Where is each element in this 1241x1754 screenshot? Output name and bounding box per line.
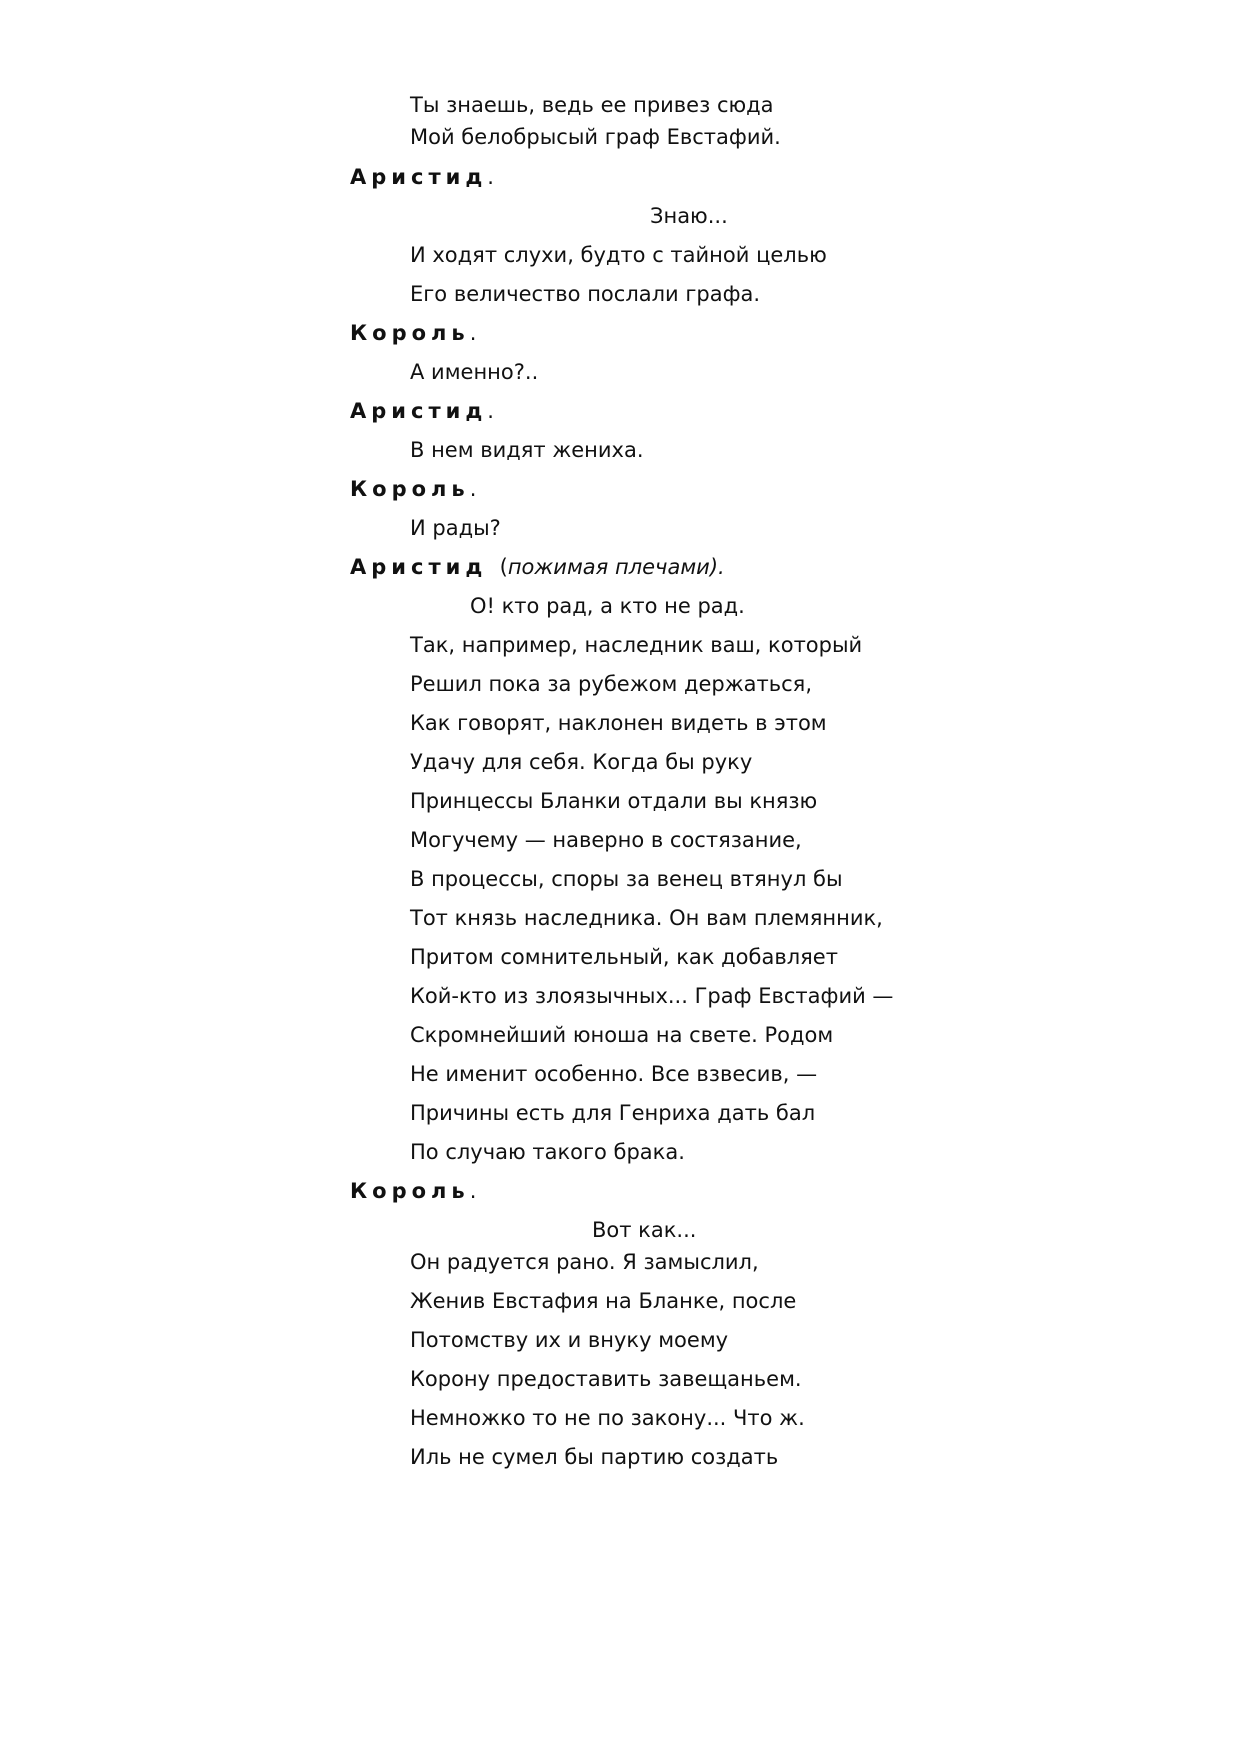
speaker-name <box>350 163 494 191</box>
speaker-label: Аристид <box>350 399 488 423</box>
speaker-punctuation: . <box>469 477 477 501</box>
speaker-label: Король <box>350 321 470 345</box>
verse-line: Причины есть для Генриха дать бал <box>410 1101 816 1125</box>
speaker-label: Король <box>350 1179 470 1203</box>
verse-line: Притом сомнительный, как добавляет <box>410 945 838 969</box>
verse-line: А именно?.. <box>410 360 539 384</box>
verse-line: Решил пока за рубежом держаться, <box>410 672 812 696</box>
verse-line-indented: Вот как... <box>592 1218 697 1242</box>
verse-line: Скромнейший юноша на свете. Родом <box>410 1023 834 1047</box>
verse-line: Принцессы Бланки отдали вы князю <box>410 789 818 813</box>
verse-line: В нем видят жениха. <box>410 438 644 462</box>
verse-line: Его величество послали графа. <box>410 282 761 306</box>
verse-line: Могучему — наверно в состязание, <box>410 828 802 852</box>
verse-line: Ты знаешь, ведь ее привез сюда <box>410 93 774 117</box>
verse-line: Немножко то не по закону... Что ж. <box>410 1406 805 1430</box>
speaker-punctuation: . <box>487 165 494 189</box>
speaker-punctuation: . <box>487 399 494 423</box>
stage-direction: пожимая плечами). <box>507 555 725 579</box>
verse-line: Потомству их и внуку моему <box>410 1328 729 1352</box>
verse-line: Мой белобрысый граф Евстафий. <box>410 125 781 149</box>
verse-line: Иль не сумел бы партию создать <box>410 1445 779 1469</box>
verse-line: Кой-кто из злоязычных... Граф Евстафий — <box>410 984 894 1008</box>
verse-line: Он радуется рано. Я замыслил, <box>410 1250 759 1274</box>
verse-line: Удачу для себя. Когда бы руку <box>410 750 753 774</box>
verse-line: Женив Евстафия на Бланке, после <box>410 1289 797 1313</box>
speaker-name <box>350 475 476 503</box>
speaker-label: Аристид <box>350 165 488 189</box>
verse-line: И ходят слухи, будто с тайной целью <box>410 243 827 267</box>
verse-line-indented: О! кто рад, а кто не рад. <box>470 594 745 618</box>
verse-line: Корону предоставить завещаньем. <box>410 1367 802 1391</box>
verse-line: Так, например, наследник ваш, который <box>410 633 863 657</box>
speaker-name <box>350 319 476 347</box>
speaker-name <box>350 553 725 581</box>
speaker-name <box>350 397 494 425</box>
verse-line: Как говорят, наклонен видеть в этом <box>410 711 827 735</box>
speaker-label: Король <box>350 477 470 501</box>
verse-line: И рады? <box>410 516 501 540</box>
speaker-name <box>350 1177 476 1205</box>
verse-line: По случаю такого брака. <box>410 1140 685 1164</box>
speaker-punctuation: . <box>469 1179 477 1203</box>
verse-line: В процессы, споры за венец втянул бы <box>410 867 843 891</box>
verse-line: Тот князь наследника. Он вам племянник, <box>410 906 883 930</box>
speaker-label: Аристид <box>350 555 488 579</box>
stage-paren-open: ( <box>499 555 508 579</box>
speaker-punctuation: . <box>469 321 477 345</box>
verse-line: Не именит особенно. Все взвесив, — <box>410 1062 818 1086</box>
verse-line-indented: Знаю... <box>650 204 728 228</box>
